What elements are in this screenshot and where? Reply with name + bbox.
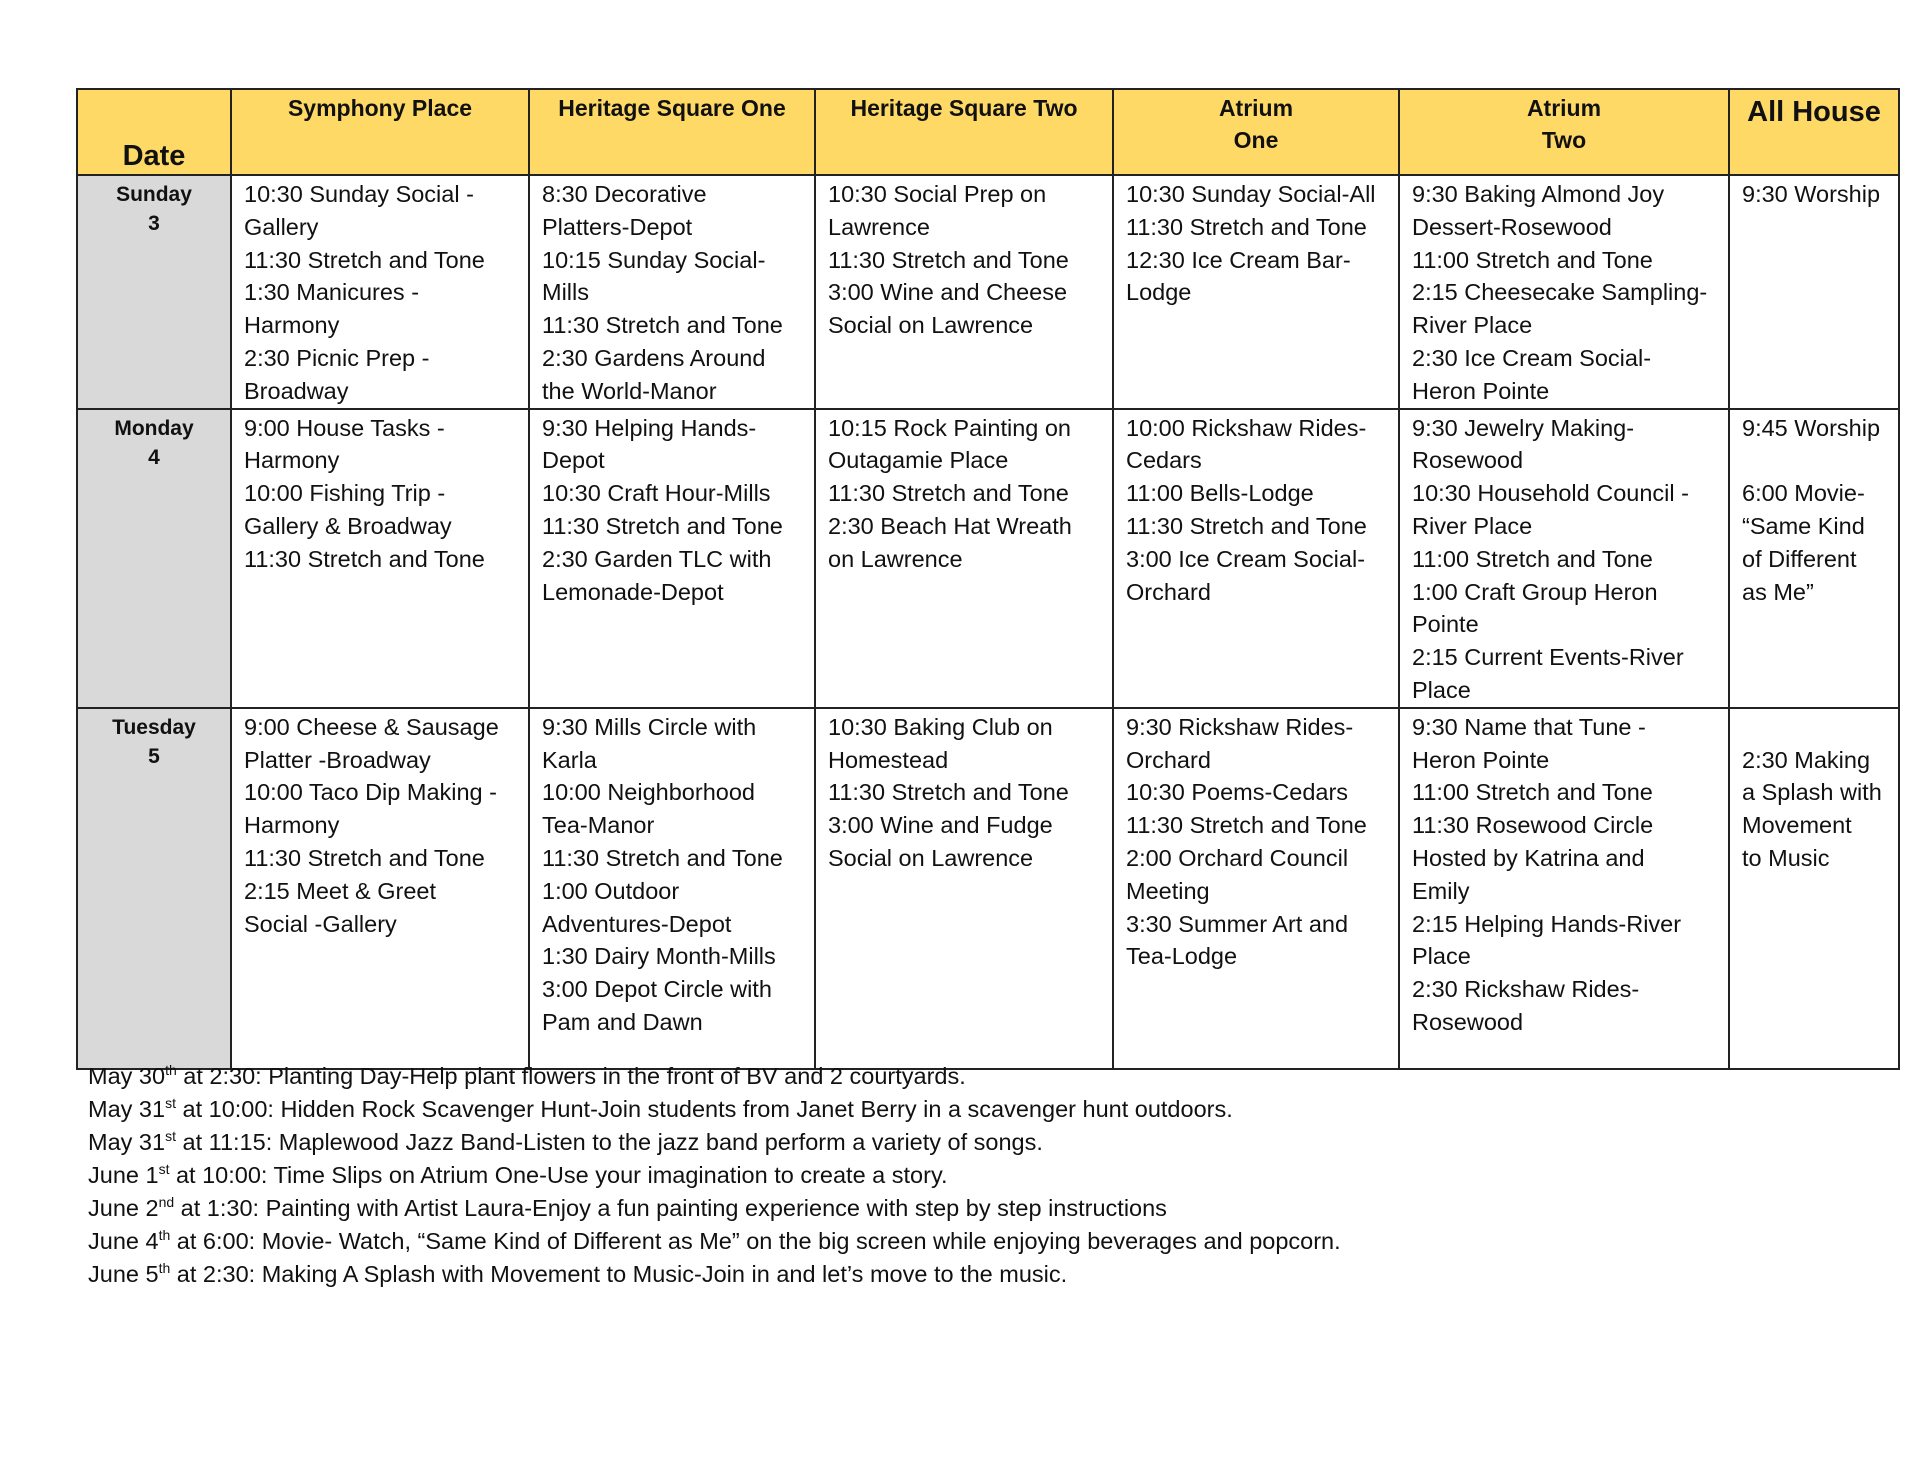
note-line [88, 1126, 1888, 1159]
note-text: at 10:00: Hidden Rock Scavenger Hunt-Join students from Janet Berry in a scavenger hunt outdoors. [175, 1096, 1233, 1122]
heritage-square-one-events: 9:30 Mills Circle with Karla 10:00 Neighborhood Tea-Manor 11:30 Stretch and Tone 1:00 Outdoor Adventures-Depot 1:30 Dairy Month-Mills 3:00 Depot Circle with Pam and Dawn [529, 708, 815, 1069]
note-line [88, 1159, 1888, 1192]
note-date: June 2 [88, 1195, 159, 1221]
note-line [88, 1192, 1888, 1225]
table-row-tuesday [77, 708, 1899, 1069]
note-text: at 11:15: Maplewood Jazz Band-Listen to the jazz band perform a variety of songs. [175, 1129, 1043, 1155]
note-text: at 6:00: Movie- Watch, “Same Kind of Different as Me” on the big screen while enjoying beverages and popcorn. [170, 1228, 1341, 1254]
note-ordinal: nd [158, 1194, 175, 1210]
header-heritage-square-two: Heritage Square Two [815, 89, 1113, 175]
heritage-square-one-events: 9:30 Helping Hands- Depot 10:30 Craft Hour-Mills 11:30 Stretch and Tone 2:30 Garden TLC with Lemonade-Depot [529, 409, 815, 708]
date-cell [77, 175, 231, 409]
day-number: 5 [148, 744, 160, 768]
atrium-two-events: 9:30 Baking Almond Joy Dessert-Rosewood 11:00 Stretch and Tone 2:15 Cheesecake Sampling- River Place 2:30 Ice Cream Social- Heron Pointe [1399, 175, 1729, 409]
header-heritage-square-one: Heritage Square One [529, 89, 815, 175]
activity-schedule-table [76, 88, 1900, 1070]
header-all-house: All House [1729, 89, 1899, 175]
note-ordinal: st [158, 1161, 170, 1177]
atrium-two-events: 9:30 Name that Tune - Heron Pointe 11:00 Stretch and Tone 11:30 Rosewood Circle Hosted by Katrina and Emily 2:15 Helping Hands-River Place 2:30 Rickshaw Rides- Rosewood [1399, 708, 1729, 1069]
atrium-one-events: 10:30 Sunday Social-All 11:30 Stretch and Tone 12:30 Ice Cream Bar- Lodge [1113, 175, 1399, 409]
note-ordinal: th [158, 1260, 171, 1276]
header-atrium-one: Atrium One [1113, 89, 1399, 175]
note-date: May 31 [88, 1096, 166, 1122]
atrium-one-events: 9:30 Rickshaw Rides- Orchard 10:30 Poems-Cedars 11:30 Stretch and Tone 2:00 Orchard Council Meeting 3:30 Summer Art and Tea-Lodge [1113, 708, 1399, 1069]
note-line [88, 1225, 1888, 1258]
atrium-one-events: 10:00 Rickshaw Rides- Cedars 11:00 Bells-Lodge 11:30 Stretch and Tone 3:00 Ice Cream Social- Orchard [1113, 409, 1399, 708]
note-text: at 1:30: Painting with Artist Laura-Enjoy a fun painting experience with step by step instructions [174, 1195, 1167, 1221]
date-cell [77, 708, 231, 1069]
all-house-events: 2:30 Making a Splash with Movement to Music [1729, 708, 1899, 1069]
atrium-two-events: 9:30 Jewelry Making- Rosewood 10:30 Household Council - River Place 11:00 Stretch and Tone 1:00 Craft Group Heron Pointe 2:15 Current Events-River Place [1399, 409, 1729, 708]
note-date: May 30 [88, 1063, 166, 1089]
symphony-place-events: 9:00 Cheese & Sausage Platter -Broadway 10:00 Taco Dip Making - Harmony 11:30 Stretch and Tone 2:15 Meet & Greet Social -Gallery [231, 708, 529, 1069]
header-atrium-two: Atrium Two [1399, 89, 1729, 175]
heritage-square-one-events: 8:30 Decorative Platters-Depot 10:15 Sunday Social- Mills 11:30 Stretch and Tone 2:30 Gardens Around the World-Manor [529, 175, 815, 409]
table-row-sunday [77, 175, 1899, 409]
note-text: at 2:30: Planting Day-Help plant flowers in the front of BV and 2 courtyards. [176, 1063, 966, 1089]
heritage-square-two-events: 10:30 Social Prep on Lawrence 11:30 Stretch and Tone 3:00 Wine and Cheese Social on Lawrence [815, 175, 1113, 409]
all-house-events: 9:30 Worship [1729, 175, 1899, 409]
heritage-square-two-events: 10:30 Baking Club on Homestead 11:30 Stretch and Tone 3:00 Wine and Fudge Social on Lawrence [815, 708, 1113, 1069]
heritage-square-two-events: 10:15 Rock Painting on Outagamie Place 11:30 Stretch and Tone 2:30 Beach Hat Wreath on Lawrence [815, 409, 1113, 708]
note-date: June 5 [88, 1261, 159, 1287]
note-line [88, 1093, 1888, 1126]
note-text: at 10:00: Time Slips on Atrium One-Use your imagination to create a story. [169, 1162, 948, 1188]
special-events-notes [88, 1060, 1888, 1291]
header-row [77, 89, 1899, 175]
all-house-events: 9:45 Worship 6:00 Movie- “Same Kind of Different as Me” [1729, 409, 1899, 708]
note-ordinal: st [165, 1095, 176, 1111]
note-ordinal: th [158, 1227, 171, 1243]
note-ordinal: st [165, 1128, 176, 1144]
note-date: June 1 [88, 1162, 159, 1188]
header-date: Date [77, 89, 231, 175]
note-ordinal: th [165, 1062, 177, 1078]
note-line [88, 1258, 1888, 1291]
symphony-place-events: 9:00 House Tasks - Harmony 10:00 Fishing Trip - Gallery & Broadway 11:30 Stretch and Tone [231, 409, 529, 708]
day-name: Sunday [116, 183, 192, 206]
day-name: Tuesday [112, 715, 196, 739]
note-date: May 31 [88, 1129, 166, 1155]
table-row-monday [77, 409, 1899, 708]
note-date: June 4 [88, 1228, 159, 1254]
day-number: 3 [148, 212, 160, 235]
note-text: at 2:30: Making A Splash with Movement to Music-Join in and let’s move to the music. [170, 1261, 1068, 1287]
note-line [88, 1060, 1888, 1093]
day-number: 4 [148, 445, 160, 469]
header-symphony-place: Symphony Place [231, 89, 529, 175]
date-cell [77, 409, 231, 708]
day-name: Monday [114, 416, 194, 440]
symphony-place-events: 10:30 Sunday Social - Gallery 11:30 Stretch and Tone 1:30 Manicures - Harmony 2:30 Picnic Prep - Broadway [231, 175, 529, 409]
